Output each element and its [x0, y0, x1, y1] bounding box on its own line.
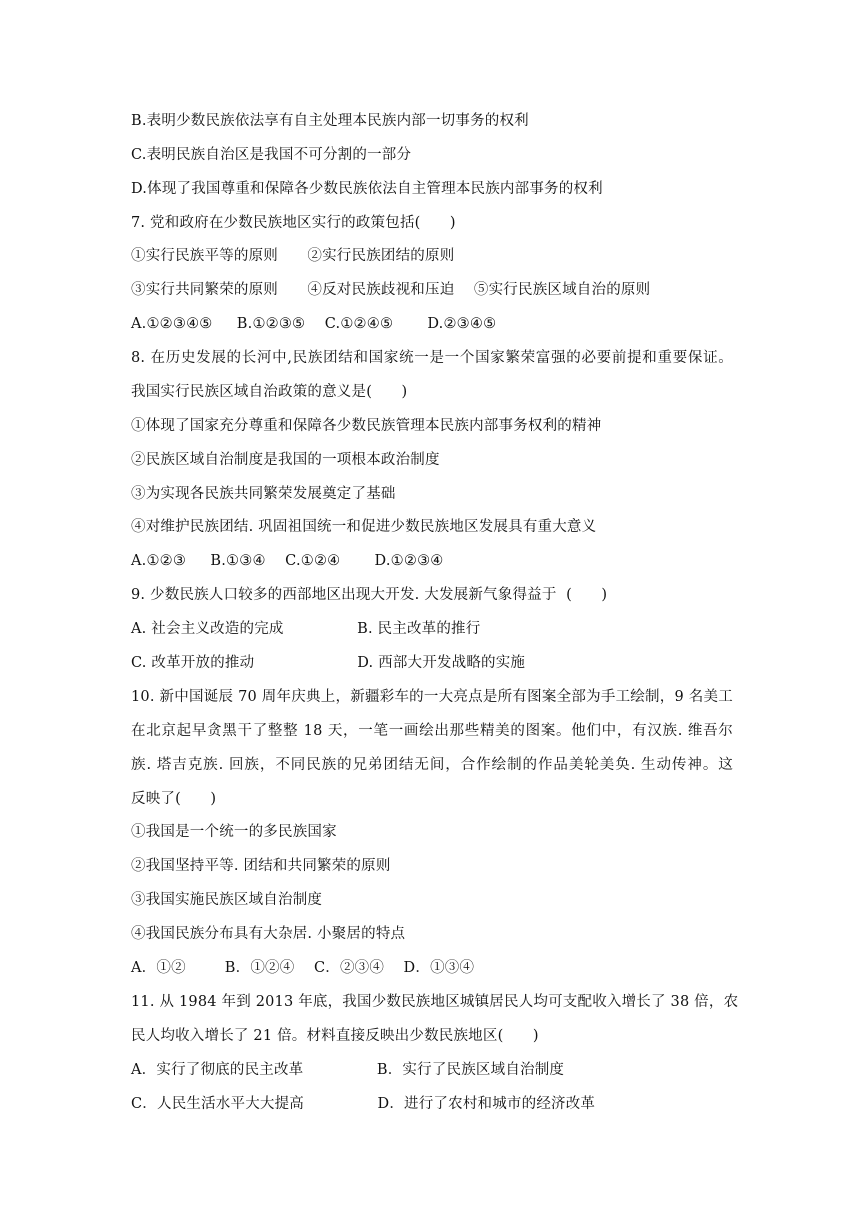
question-10-stem-line-3: 族. 塔吉克族. 回族，不同民族的兄弟团结无间，合作绘制的作品美轮美奂. 生动传神。这 [131, 757, 733, 773]
question-10-stem-line-2: 在北京起早贪黑干了整整 18 天，一笔一画绘出那些精美的图案。他们中，有汉族. 维吾尔 [131, 723, 733, 739]
question-7-stem: 7. 党和政府在少数民族地区实行的政策包括( ) [131, 215, 456, 231]
question-9-stem: 9. 少数民族人口较多的西部地区出现大开发. 大发展新气象得益于 ( ) [131, 587, 608, 603]
option-d-q6: D.体现了我国尊重和保障各少数民族依法自主管理本民族内部事务的权利 [131, 181, 603, 197]
question-8-options: A.①②③ B.①③④ C.①②④ D.①②③④ [131, 553, 444, 569]
question-10-item-2: ②我国坚持平等. 团结和共同繁荣的原则 [131, 858, 391, 874]
question-11-stem-line-1: 11. 从 1984 年到 2013 年底，我国少数民族地区城镇居民人均可支配收入增长了 38 倍，农 [131, 994, 739, 1010]
question-9-options-ab: A. 社会主义改造的完成 B. 民主改革的推行 [131, 621, 481, 637]
question-9-options-cd: C. 改革开放的推动 D. 西部大开发战略的实施 [131, 655, 526, 671]
question-10-stem-line-1: 10. 新中国诞辰 70 周年庆典上，新疆彩车的一大亮点是所有图案全部为手工绘制，9 名美工 [131, 689, 733, 705]
question-8-item-1: ①体现了国家充分尊重和保障各少数民族管理本民族内部事务权利的精神 [131, 418, 602, 434]
option-c-q6: C.表明民族自治区是我国不可分割的一部分 [131, 147, 412, 163]
question-11-options-ab: A．实行了彻底的民主改革 B．实行了民族区域自治制度 [131, 1062, 565, 1078]
question-8-item-3: ③为实现各民族共同繁荣发展奠定了基础 [131, 486, 396, 502]
question-8-item-2: ②民族区域自治制度是我国的一项根本政治制度 [131, 452, 440, 468]
question-11-stem-line-2: 民人均收入增长了 21 倍。材料直接反映出少数民族地区( ) [131, 1028, 539, 1044]
question-8-stem-line-1: 8. 在历史发展的长河中,民族团结和国家统一是一个国家繁荣富强的必要前提和重要保证。 [131, 350, 733, 366]
question-10-options: A．①② B．①②④ C．②③④ D．①③④ [131, 960, 475, 976]
question-10-item-4: ④我国民族分布具有大杂居. 小聚居的特点 [131, 926, 406, 942]
question-7-options: A.①②③④⑤ B.①②③⑤ C.①②④⑤ D.②③④⑤ [131, 316, 497, 332]
question-10-item-3: ③我国实施民族区域自治制度 [131, 892, 323, 908]
question-8-item-4: ④对维护民族团结. 巩固祖国统一和促进少数民族地区发展具有重大意义 [131, 519, 597, 535]
question-7-items-line-2: ③实行共同繁荣的原则 ④反对民族歧视和压迫 ⑤实行民族区域自治的原则 [131, 282, 651, 298]
option-b-q6: B.表明少数民族依法享有自主处理本民族内部一切事务的权利 [131, 113, 529, 129]
question-7-items-line-1: ①实行民族平等的原则 ②实行民族团结的原则 [131, 248, 455, 264]
question-8-stem-line-2: 我国实行民族区域自治政策的意义是( ) [131, 384, 408, 400]
question-11-options-cd: C．人民生活水平大大提高 D．进行了农村和城市的经济改革 [131, 1096, 596, 1112]
question-10-stem-line-4: 反映了( ) [131, 791, 217, 807]
question-10-item-1: ①我国是一个统一的多民族国家 [131, 824, 337, 840]
